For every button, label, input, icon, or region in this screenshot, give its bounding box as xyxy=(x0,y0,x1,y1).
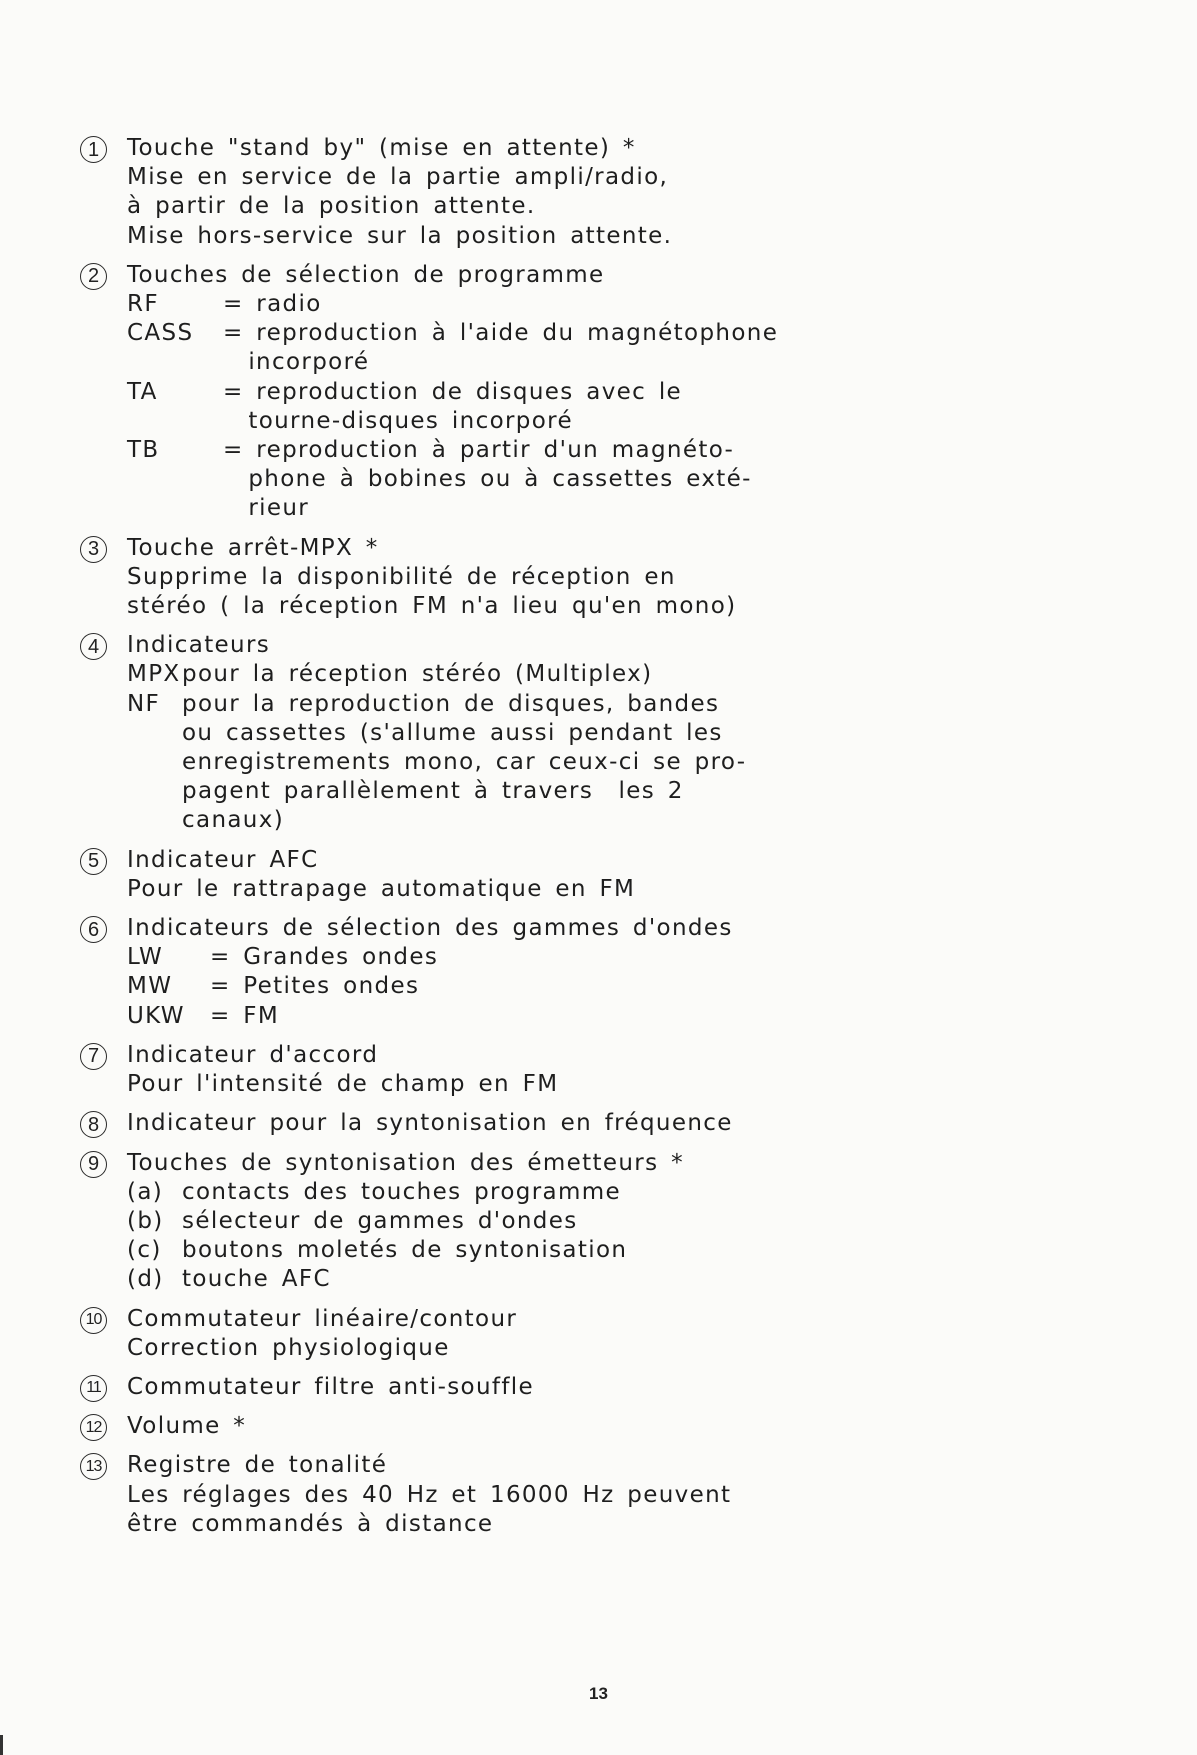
definition-value: tourne-disques incorporé xyxy=(223,407,573,434)
item-text xyxy=(127,1412,246,1441)
item-text xyxy=(127,1305,517,1363)
definition-row xyxy=(127,943,733,972)
definition-value: = reproduction à partir d'un magnéto- xyxy=(223,437,735,464)
item-number-badge: 10 xyxy=(80,1307,107,1334)
definition-key: (c) xyxy=(127,1237,162,1264)
item-text xyxy=(127,631,746,835)
list-item xyxy=(80,134,1130,251)
list-item xyxy=(80,1412,1130,1441)
item-number-badge: 6 xyxy=(80,916,107,943)
item-text xyxy=(127,1149,684,1295)
definition-value: pour la reproduction de disques, bandes xyxy=(182,690,720,717)
definition-value: canaux) xyxy=(182,807,285,834)
control-description-list xyxy=(80,134,1130,1539)
scan-edge-mark xyxy=(0,1735,3,1755)
item-text xyxy=(127,1373,534,1402)
definition-row xyxy=(127,1178,684,1207)
text-line: Indicateur d'accord xyxy=(127,1041,379,1068)
page-number: 13 xyxy=(589,1684,608,1703)
text-line: Les réglages des 40 Hz et 16000 Hz peuvent xyxy=(127,1481,732,1508)
item-text xyxy=(127,846,635,904)
list-item xyxy=(80,534,1130,622)
definition-row xyxy=(127,690,746,836)
definition-row xyxy=(127,290,778,319)
definition-value: pour la réception stéréo (Multiplex) xyxy=(182,661,653,688)
text-line: Indicateur AFC xyxy=(127,846,319,873)
definition-value: pagent parallèlement à travers les 2 xyxy=(182,778,684,805)
definition-key: (a) xyxy=(127,1178,164,1205)
definition-value: = reproduction à l'aide du magnétophone xyxy=(223,320,779,347)
item-text xyxy=(127,914,733,1031)
item-text xyxy=(127,1041,558,1099)
text-line: Mise hors-service sur la position attente. xyxy=(127,222,673,249)
item-number-badge: 8 xyxy=(80,1111,107,1138)
definition-value: ou cassettes (s'allume aussi pendant les xyxy=(182,719,723,746)
definition-row xyxy=(127,319,778,377)
definition-row xyxy=(127,660,746,689)
text-line: Commutateur filtre anti-souffle xyxy=(127,1373,535,1400)
definition-key: (b) xyxy=(127,1207,164,1234)
definition-row xyxy=(127,1265,684,1294)
item-number-badge: 1 xyxy=(80,136,107,163)
definition-value: boutons moletés de syntonisation xyxy=(182,1237,628,1264)
item-number-badge: 3 xyxy=(80,536,107,563)
definition-key: UKW xyxy=(127,1002,185,1029)
definition-key: MPX xyxy=(127,661,181,688)
text-line: Volume * xyxy=(127,1413,247,1440)
item-title: Touches de syntonisation des émetteurs * xyxy=(127,1149,684,1176)
definition-row xyxy=(127,1236,684,1265)
definition-row xyxy=(127,972,733,1001)
definition-key: RF xyxy=(127,291,159,318)
item-text xyxy=(127,1451,731,1539)
list-item xyxy=(80,1041,1130,1099)
item-number-badge: 4 xyxy=(80,633,107,660)
list-item xyxy=(80,631,1130,835)
text-line: Correction physiologique xyxy=(127,1334,450,1361)
definition-value: = radio xyxy=(223,291,322,318)
definition-value: phone à bobines ou à cassettes exté- xyxy=(223,466,752,493)
definition-row xyxy=(127,1207,684,1236)
list-item xyxy=(80,1373,1130,1402)
text-line: Pour l'intensité de champ en FM xyxy=(127,1071,559,1098)
definition-row xyxy=(127,1002,733,1031)
definition-key: MW xyxy=(127,973,173,1000)
text-line: Commutateur linéaire/contour xyxy=(127,1305,518,1332)
definition-value: touche AFC xyxy=(182,1266,331,1293)
definition-value: = Grandes ondes xyxy=(210,944,439,971)
definition-value: contacts des touches programme xyxy=(182,1178,621,1205)
definition-value: sélecteur de gammes d'ondes xyxy=(182,1207,578,1234)
item-text xyxy=(127,261,778,524)
item-title: Indicateurs xyxy=(127,632,271,659)
definition-key: (d) xyxy=(127,1266,164,1293)
definition-value: = FM xyxy=(210,1002,280,1029)
text-line: Registre de tonalité xyxy=(127,1452,388,1479)
item-number-badge: 13 xyxy=(80,1453,107,1480)
definition-row xyxy=(127,436,778,524)
text-line: Pour le rattrapage automatique en FM xyxy=(127,875,636,902)
text-line: être commandés à distance xyxy=(127,1510,494,1537)
text-line: Indicateur pour la syntonisation en fréquence xyxy=(127,1110,733,1137)
list-item xyxy=(80,846,1130,904)
list-item xyxy=(80,1451,1130,1539)
item-number-badge: 11 xyxy=(80,1375,107,1402)
list-item xyxy=(80,914,1130,1031)
text-line: Touche arrêt-MPX * xyxy=(127,534,379,561)
item-number-badge: 7 xyxy=(80,1043,107,1070)
definition-value: incorporé xyxy=(223,349,370,376)
definition-value: = Petites ondes xyxy=(210,973,420,1000)
text-line: Supprime la disponibilité de réception en xyxy=(127,563,676,590)
item-number-badge: 5 xyxy=(80,848,107,875)
text-line: Touche "stand by" (mise en attente) * xyxy=(127,135,636,161)
text-line: Mise en service de la partie ampli/radio, xyxy=(127,164,669,191)
list-item xyxy=(80,1305,1130,1363)
list-item xyxy=(80,1149,1130,1295)
item-text xyxy=(127,1109,733,1138)
list-item xyxy=(80,261,1130,524)
item-number-badge: 12 xyxy=(80,1414,107,1441)
definition-key: LW xyxy=(127,944,164,971)
definition-key: TA xyxy=(127,378,158,405)
definition-row xyxy=(127,378,778,436)
definition-value: = reproduction de disques avec le xyxy=(223,378,683,405)
definition-value: enregistrements mono, car ceux-ci se pro- xyxy=(182,749,747,776)
definition-key: NF xyxy=(127,690,161,717)
definition-key: CASS xyxy=(127,320,194,347)
item-title: Indicateurs de sélection des gammes d'ondes xyxy=(127,915,733,942)
text-line: à partir de la position attente. xyxy=(127,193,536,220)
item-title: Touches de sélection de programme xyxy=(127,261,605,288)
item-text xyxy=(127,534,736,622)
definition-value: rieur xyxy=(223,495,310,522)
item-number-badge: 9 xyxy=(80,1151,107,1178)
list-item xyxy=(80,1109,1130,1138)
item-text xyxy=(127,134,672,251)
text-line: stéréo ( la réception FM n'a lieu qu'en mono) xyxy=(127,593,737,620)
definition-key: TB xyxy=(127,437,160,464)
item-number-badge: 2 xyxy=(80,263,107,290)
